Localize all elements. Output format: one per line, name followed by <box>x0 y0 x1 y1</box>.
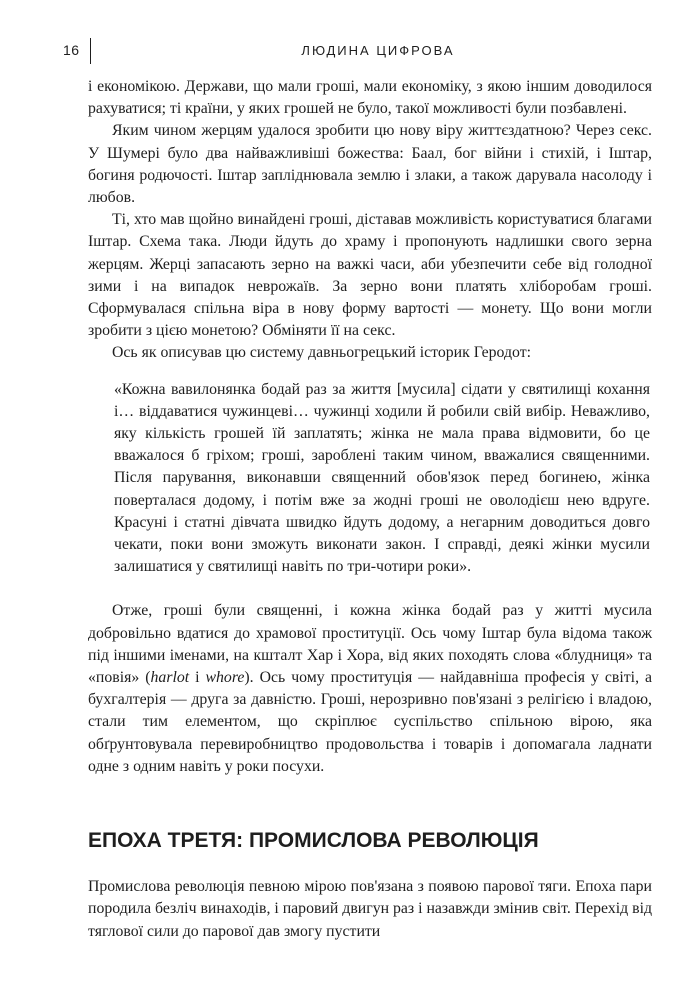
running-title: ЛЮДИНА ЦИФРОВА <box>301 43 455 58</box>
page-body <box>88 76 652 943</box>
paragraph-text: ). Ось чому проституція — найдавніша професія у світі, а бухгалтерія — друга за давністю. Гроші, нерозривно пов'язані з релігією і владою, стали тим елементом, що скріплює суспільство спільною вірою, яка обґрунтовувала перевиробництво продовольства і товарів і допомагала ладнати одне з одним навіть у роки посухи. <box>88 669 653 775</box>
page-number: 16 <box>63 42 80 58</box>
paragraph-text: Отже, гроші були священні, і кожна жінка бодай раз у житті мусила добровільно вдатися до храмової проституції. Ось чому Іштар була відома також під іншими іменами, на кшталт Хар і Хора, від яких походять слова «блудниця» та «повія» ( <box>88 602 652 687</box>
page-header <box>60 38 660 64</box>
paragraph-continuation: і економікою. Держави, що мали гроші, мали економіку, з якою іншим доводилося рахуватися; ті країни, у яких грошей не було, такої можливості були позбавлені. <box>88 78 652 118</box>
paragraph-priests: Яким чином жерцям удалося зробити цю нову віру життєздатною? Через секс. У Шумері було два найважливіші божества: Баал, бог війни і стихій, і Іштар, богиня родючості. Іштар запліднювала землю і злаки, а також дарувала насолоду і любов. <box>88 122 652 207</box>
paragraph-industrial-revolution: Промислова революція певною мірою пов'язана з появою парової тяги. Епоха пари породила безліч винаходів, і паровий двигун раз і назавжди змінив світ. Перехід від тяглової сили до парової дав змогу пустити <box>88 878 652 940</box>
italic-term-whore: whore <box>205 669 245 687</box>
paragraph-ishtar-scheme: Ті, хто мав щойно винайдені гроші, діставав можливість користуватися благами Іштар. Схема така. Люди йдуть до храму і пропонують надлишки свого зерна жерцям. Жерці запасають зерно на важкі часи, аби убезпечити себе від голодної зими і на випадок неврожаїв. За зерно вони платять хліборобам гроші. Сформувалася спільна віра в нову форму вартості — монету. Що вони могли зробити з цією монетою? Обміняти її на секс. <box>88 211 652 340</box>
paragraph-sacred-money <box>88 600 652 778</box>
paragraph-herodotus-intro: Ось як описував цю систему давньогрецький історик Геродот: <box>112 344 531 362</box>
block-quote-herodotus: «Кожна вавилонянка бодай раз за життя [мусила] сідати у святилищі кохання і… віддаватися чужинцеві… чужинці ходили й робили свій вибір. Неважливо, яку кількість грошей їй заплатять; жінка не мала права відмовити, бо це вважалося б гріхом; гроші, зароблені таким чином, вважалися священними. Після парування, виконавши священний обов'язок перед богинею, жінка поверталася додому, і потім вже за жодні гроші не оволодієш нею вдруге. Красуні і статні дівчата швидко йдуть додому, а негарним доводиться довго чекати, поки вони зможуть виконати закон. І справді, деякі жінки мусили залишатися у святилищі навіть по три-чотири роки». <box>114 380 650 576</box>
section-heading: ЕПОХА ТРЕТЯ: ПРОМИСЛОВА РЕВОЛЮЦІЯ <box>88 829 539 853</box>
paragraph-text: і <box>189 669 206 687</box>
italic-term-harlot: harlot <box>150 669 190 687</box>
